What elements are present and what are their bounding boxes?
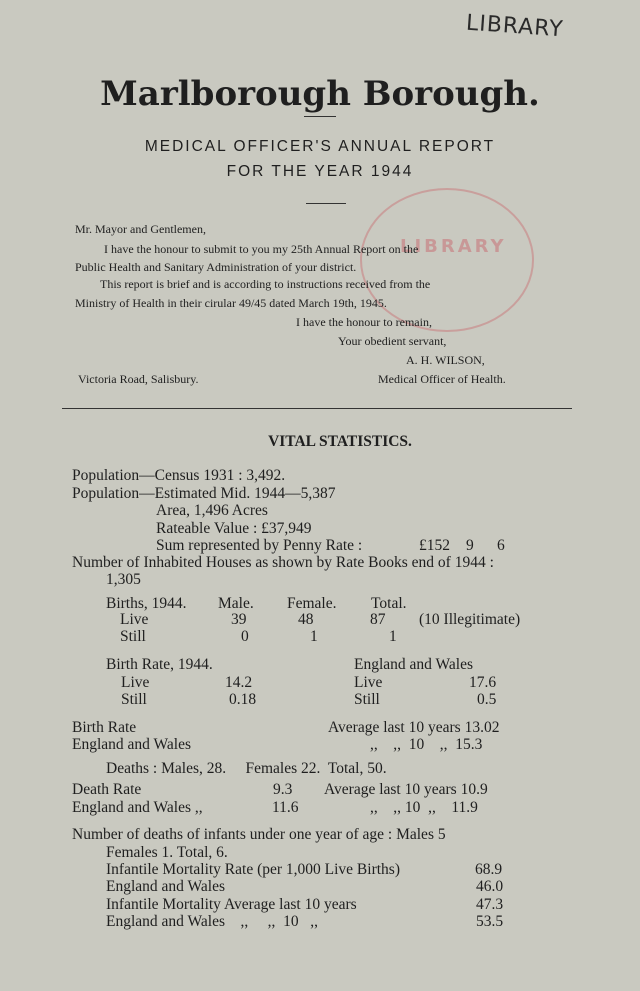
area: Area, 1,496 Acres [156, 502, 268, 519]
closing-line: I have the honour to remain, [296, 315, 432, 329]
dr-ew-average: ,, ,, 10 ,, 11.9 [370, 799, 478, 816]
births-still-label: Still [120, 628, 146, 645]
birth-rate-live-value: 14.2 [225, 674, 253, 691]
br-ew-label: England and Wales [72, 736, 191, 753]
births-live-label: Live [120, 611, 149, 628]
salutation: Mr. Mayor and Gentlemen, [75, 222, 206, 236]
letter-para2-line1: This report is brief and is according to instructions received from the [100, 277, 431, 291]
births-still-male: 0 [241, 628, 249, 645]
imr-average-value: 47.3 [476, 896, 504, 913]
births-live-female: 48 [298, 611, 314, 628]
births-header-total: Total. [371, 595, 407, 612]
page-title: Marlborough Borough. [100, 74, 540, 114]
br-average-text: Average last 10 years 13.02 [328, 719, 500, 736]
population-estimated: Population—Estimated Mid. 1944—5,387 [72, 485, 336, 502]
imr-average-label: Infantile Mortality Average last 10 years [106, 896, 357, 913]
births-live-male: 39 [231, 611, 247, 628]
birth-rate-ew-live-value: 17.6 [469, 674, 497, 691]
sender-address: Victoria Road, Salisbury. [78, 372, 199, 386]
birth-rate-still-value: 0.18 [229, 691, 257, 708]
inhabited-houses-value: 1,305 [106, 571, 141, 588]
birth-rate-live-label: Live [121, 674, 150, 691]
death-rate-label: Death Rate [72, 781, 142, 798]
birth-rate-ew-live-label: Live [354, 674, 383, 691]
letter-para1-line1: I have the honour to submit to you my 25th Annual Report on the [104, 242, 419, 256]
imr-ew-average-label: England and Wales ,, ,, 10 ,, [106, 913, 318, 930]
report-subtitle: MEDICAL OFFICER'S ANNUAL REPORT [144, 138, 496, 155]
births-header-male: Male. [218, 595, 254, 612]
penny-rate-label: Sum represented by Penny Rate : [156, 537, 363, 554]
red-stamp-text: LIBRARY [400, 236, 507, 257]
penny-rate-shillings: 9 [466, 537, 474, 554]
infant-deaths-line1: Number of deaths of infants under one year of age : Males 5 [72, 826, 446, 843]
rateable-value: Rateable Value : £37,949 [156, 520, 312, 537]
section-divider [62, 408, 572, 409]
br-ew-text: ,, ,, 10 ,, 15.3 [370, 736, 483, 753]
dr-ew-value: 11.6 [272, 799, 299, 816]
imr-ew-label: England and Wales [106, 878, 225, 895]
vital-statistics-heading: VITAL STATISTICS. [268, 433, 412, 450]
births-live-note: (10 Illegitimate) [419, 611, 521, 628]
deaths-line: Deaths : Males, 28. Females 22. Total, 50. [106, 760, 387, 777]
birth-rate-still-label: Still [121, 691, 147, 708]
penny-rate-pounds: £152 [419, 537, 450, 554]
signer-title: Medical Officer of Health. [378, 372, 506, 386]
death-rate-value: 9.3 [273, 781, 293, 798]
birth-rate-ew-still-value: 0.5 [477, 691, 497, 708]
births-still-total: 1 [389, 628, 397, 645]
births-label: Births, 1944. [106, 595, 187, 612]
birth-rate-label: Birth Rate, 1944. [106, 656, 213, 673]
death-rate-average: Average last 10 years 10.9 [324, 781, 488, 798]
library-stamp: LIBRARY [465, 10, 565, 43]
report-year: FOR THE YEAR 1944 [226, 163, 414, 180]
imr-ew-average-value: 53.5 [476, 913, 504, 930]
imr-label: Infantile Mortality Rate (per 1,000 Live Births) [106, 861, 400, 878]
penny-rate-pence: 6 [497, 537, 505, 554]
population-census: Population—Census 1931 : 3,492. [72, 467, 286, 484]
births-header-female: Female. [287, 595, 337, 612]
signer-name: A. H. WILSON, [406, 353, 485, 367]
br-average-label: Birth Rate [72, 719, 137, 736]
dr-ew-label: England and Wales ,, [72, 799, 203, 816]
letter-para1-line2: Public Health and Sanitary Administration of your district. [75, 260, 357, 274]
title-rule [304, 116, 336, 117]
infant-deaths-line2: Females 1. Total, 6. [106, 844, 228, 861]
subtitle-rule [306, 203, 346, 204]
birth-rate-ew-still-label: Still [354, 691, 380, 708]
letter-para2-line2: Ministry of Health in their cirular 49/45 dated March 19th, 1945. [75, 296, 387, 310]
imr-value: 68.9 [475, 861, 503, 878]
births-still-female: 1 [310, 628, 318, 645]
birth-rate-ew-label: England and Wales [354, 656, 473, 673]
inhabited-houses: Number of Inhabited Houses as shown by Rate Books end of 1944 : [72, 554, 494, 571]
births-live-total: 87 [370, 611, 386, 628]
imr-ew-value: 46.0 [476, 878, 504, 895]
closing-servant: Your obedient servant, [338, 334, 447, 348]
